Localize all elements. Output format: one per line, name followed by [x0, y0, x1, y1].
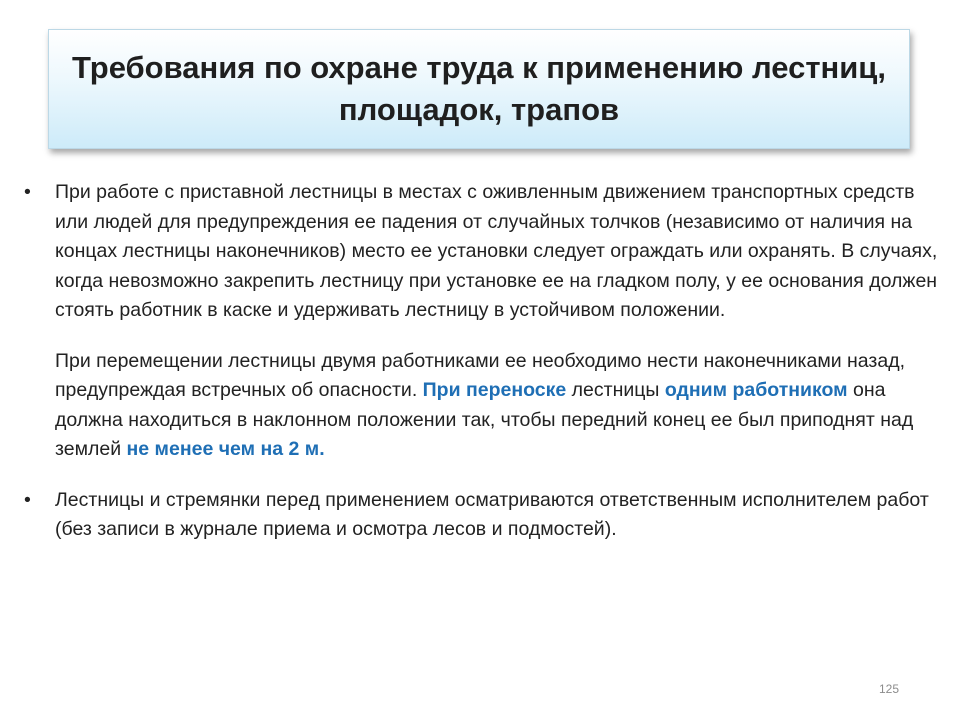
bullet-item-ladder-placement	[24, 178, 939, 326]
bullet-text: При работе с приставной лестницы в местах с оживленным движением транспортных средств или людей для предупреждения ее падения от случайных толчков (независимо от наличия на концах лестницы наконечников) место ее установки следует ограждать или охранять. В случаях, когда невозможно закрепить лестницу при установке ее на гладком полу, у ее основания должен стоять работник в каске и удерживать лестницу в устойчивом положении.	[55, 181, 938, 321]
paragraph-text-part: она должна находиться в наклонном положении так, чтобы передний конец ее был приподнят над землей	[55, 379, 914, 460]
highlight-text: При переноске	[422, 379, 567, 401]
slide-body	[24, 178, 939, 545]
slide-title: Требования по охране труда к применению лестниц, площадок, трапов	[72, 50, 886, 127]
bullet-icon: •	[24, 488, 31, 511]
paragraph-ladder-carrying	[24, 347, 939, 465]
bullet-text: Лестницы и стремянки перед применением осматриваются ответственным исполнителем работ (без записи в журнале приема и осмотра лесов и подмостей).	[55, 488, 929, 540]
paragraph-text	[55, 347, 939, 465]
paragraph-text-part: лестницы	[566, 379, 665, 401]
highlight-text: одним работником	[664, 379, 848, 401]
page-number: 125	[878, 682, 900, 696]
bullet-icon: •	[24, 181, 31, 203]
highlight-text: не менее чем на 2 м.	[126, 438, 325, 460]
bullet-item-ladder-inspection	[24, 486, 939, 545]
paragraph-text-part: При перемещении лестницы двумя работниками ее необходимо нести наконечниками назад, предупреждая встречных об опасности.	[55, 349, 906, 401]
slide-title-box	[48, 29, 910, 149]
